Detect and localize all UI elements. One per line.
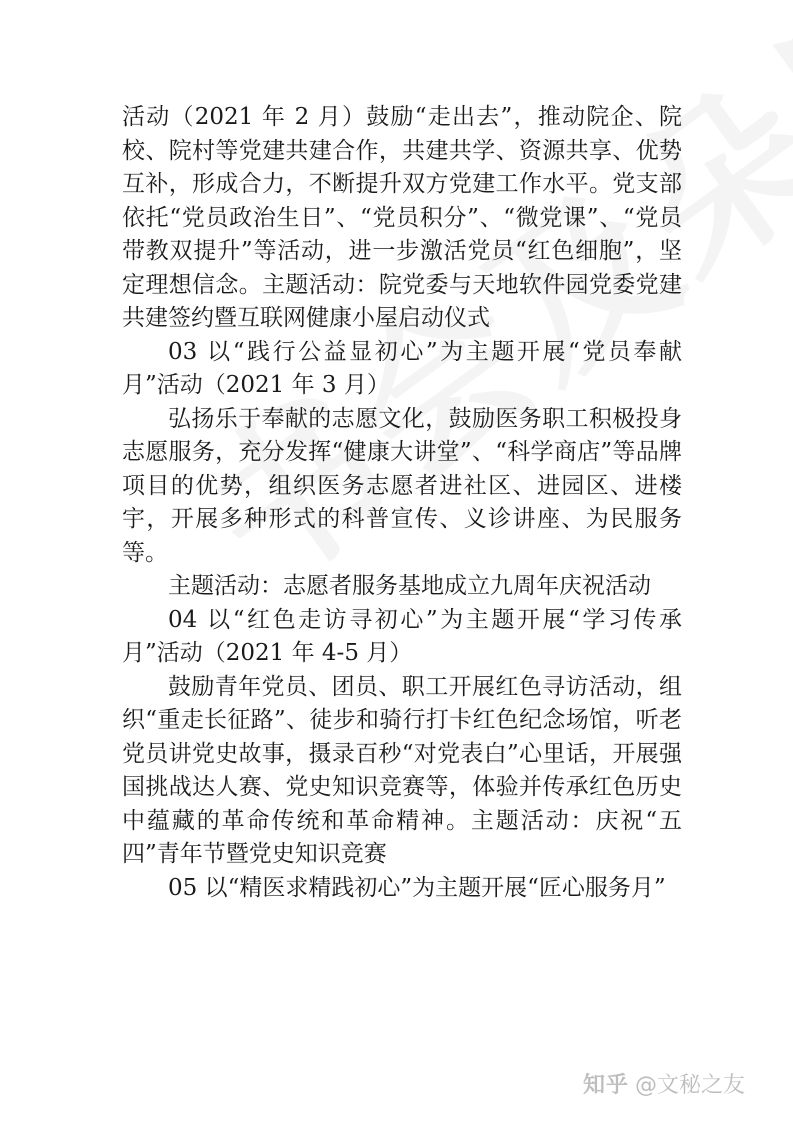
paragraph-4: 主题活动：志愿者服务基地成立九周年庆祝活动 [168, 573, 651, 599]
paragraph-5: 04 以“红色走访寻初心”为主题开展“学习传承月”活动（2021 年 4-5 月） [122, 606, 682, 666]
paragraph-7: 05 以“精医求精践初心”为主题开展“匠心服务月” [168, 874, 666, 901]
paragraph-6: 鼓励青年党员、团员、职工开展红色寻访活动，组织“重走长征路”、徒步和骑行打卡红色纪念场馆，听老党员讲党史故事，摄录百秒“对党表白”心里话，开展强国挑战达人赛、党史知识竞赛等，体验并传承红色历史中蕴藏的革命传统和革命精神。主题活动：庆祝“五四”青年节暨党史知识竞赛 [122, 673, 682, 867]
paragraph-3: 弘扬乐于奉献的志愿文化，鼓励医务职工积极投身志愿服务，充分发挥“健康大讲堂”、“科学商店”等品牌项目的优势，组织医务志愿者进社区、进园区、进楼宇，开展多种形式的科普宣传、义诊讲座、为民服务等。 [122, 405, 682, 566]
document-body [122, 101, 682, 905]
paragraph-2: 03 以“践行公益显初心”为主题开展“党员奉献月”活动（2021 年 3 月） [122, 338, 682, 398]
zhihu-logo: 知乎 [583, 1073, 630, 1098]
author-handle: @文秘之友 [635, 1073, 746, 1098]
zhihu-watermark [583, 1068, 745, 1099]
paragraph-1: 活动（2021 年 2 月）鼓励“走出去”，推动院企、院校、院村等党建共建合作，共建共学、资源共享、优势互补，形成合力，不断提升双方党建工作水平。党支部依托“党员政治生日”、“党员积分”、“微党课”、“党员带教双提升”等活动，进一步激活党员“红色细胞”，坚定理想信念。主题活动：院党委与天地软件园党委党建共建签约暨互联网健康小屋启动仪式 [122, 104, 682, 331]
